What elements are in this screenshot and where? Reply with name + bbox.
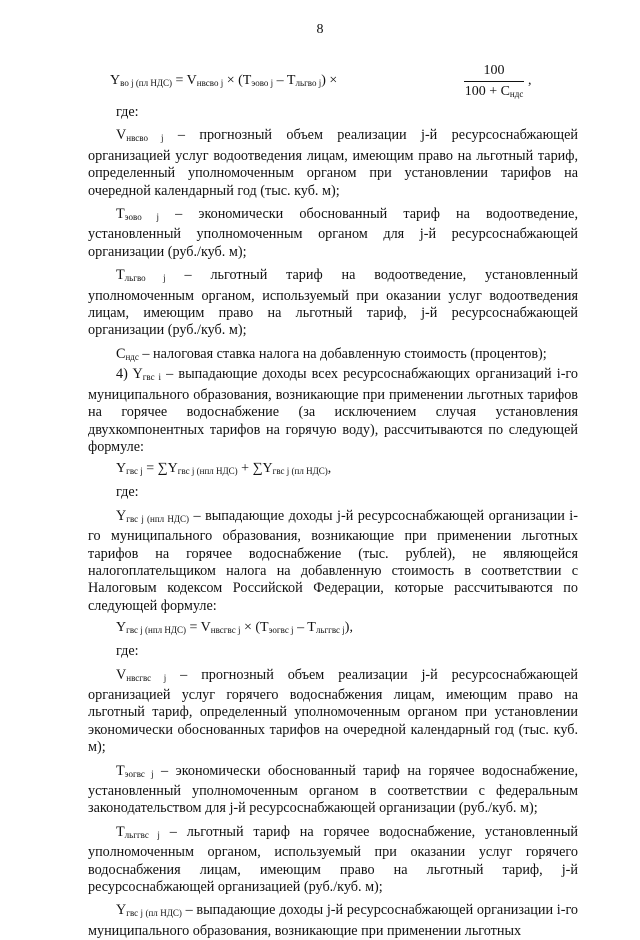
definition-t-eogvs: $T_{эогвс j}$ – экономически обоснованный тариф на горячее водоснабжение, установленный уполномоченным органом в соответствии с федеральным законодательством для j-й ресурсоснабжающей организации (руб./куб. м); <box>88 762 578 817</box>
formula-hot-water-total: $Y_{гвс j} = \sum Y_{гвс j (нпл НДС)} + \sum Y_{гвс j (пл НДС)}$, <box>116 461 332 477</box>
definition-y-gvs-npl: $Y_{гвс j (нпл НДС)}$ – выпадающие доходы j-й ресурсоснабжающей организации i-го муниципального образования, возникающие при применении льготных тарифов на горячее водоснабжение (тыс. рублей), не являющейся налогоплательщиком налога на добавленную стоимость в соответствии с Налоговым кодексом Российской Федерации, которые рассчитываются по следующей формуле: <box>88 507 578 614</box>
definition-t-lgvo: $T_{льгво j}$ – льготный тариф на водоотведение, установленный уполномоченным органом, используемый при оказании услуг водоотведения лицам, имеющим право на льготный тариф, j-й ресурсоснабжающей организации (руб./куб. м); <box>88 267 578 339</box>
item-4-hot-water: 4) $Y_{гвс i}$ – выпадающие доходы всех ресурсоснабжающих организаций i-го муниципального образования, возникающие при применении льготных тарифов на горячее водоснабжение (за исключением случая установления двухкомпонентных тарифов на горячую воду), рассчитываются по следующей формуле: <box>88 366 578 455</box>
definition-v-nvsvo: $V_{нвсво j}$ – прогнозный объем реализации j-й ресурсоснабжающей организацией услуг водоотведения лицам, имеющим право на льготный тариф, определенный уполномоченным органом при установлении тарифов на очередной календарный год (тыс. куб. м); <box>88 127 578 199</box>
page-content <box>88 56 578 940</box>
where-label: где: <box>116 104 139 120</box>
formula-water-disposal: $Y_{во j (пл НДС)} = V_{нвсво j} \times (T_{эово j} - T_{льгво j})$ × 100 $100 + C_{ндс}$ , <box>88 60 578 100</box>
formula-hot-water-npl: $Y_{гвс j (нпл НДС)} = V_{нвсгвс j} \times (T_{эогвс j} - T_{льггвс j})$, <box>116 620 353 636</box>
definition-t-eovo: $T_{эово j}$ – экономически обоснованный тариф на водоотведение, установленный уполномоченным органом для j-й ресурсоснабжающей организации (руб./куб. м); <box>88 206 578 260</box>
definition-t-lggvs: $T_{льггвс j}$ – льготный тариф на горячее водоснабжение, установленный уполномоченным органом, используемый при оказании услуг горячего водоснабжения лицам, имеющим право на льготный тариф, j-й ресурсоснабжающей организацией (руб./куб. м); <box>88 823 578 896</box>
definition-y-gvs-pl: $Y_{гвс j (пл НДС)}$ – выпадающие доходы j-й ресурсоснабжающей организации i-го муниципального образования, возникающие при применении льготных <box>88 902 579 939</box>
definition-c-nds: $C_{ндс}$ – налоговая ставка налога на добавленную стоимость (процентов); <box>116 345 547 362</box>
where-label: где: <box>116 643 139 660</box>
where-label: где: <box>116 484 139 501</box>
formula-fraction: 100 $100 + C_{ндс}$ <box>464 63 524 99</box>
formula-lhs: $Y_{во j (пл НДС)} = V_{нвсво j} \times (T_{эово j} - T_{льгво j})$ × <box>110 73 338 88</box>
page-number: 8 <box>316 22 324 37</box>
definition-v-nvsgvs: $V_{нвсгвс j}$ – прогнозный объем реализации j-й ресурсоснабжающей организацией услуг горячего водоснабжения лицам, имеющим право на льготный тариф, определенный уполномоченным органом при установлении экономически обоснованных тарифов на очередной календарный год (тыс. куб. м); <box>88 666 578 756</box>
